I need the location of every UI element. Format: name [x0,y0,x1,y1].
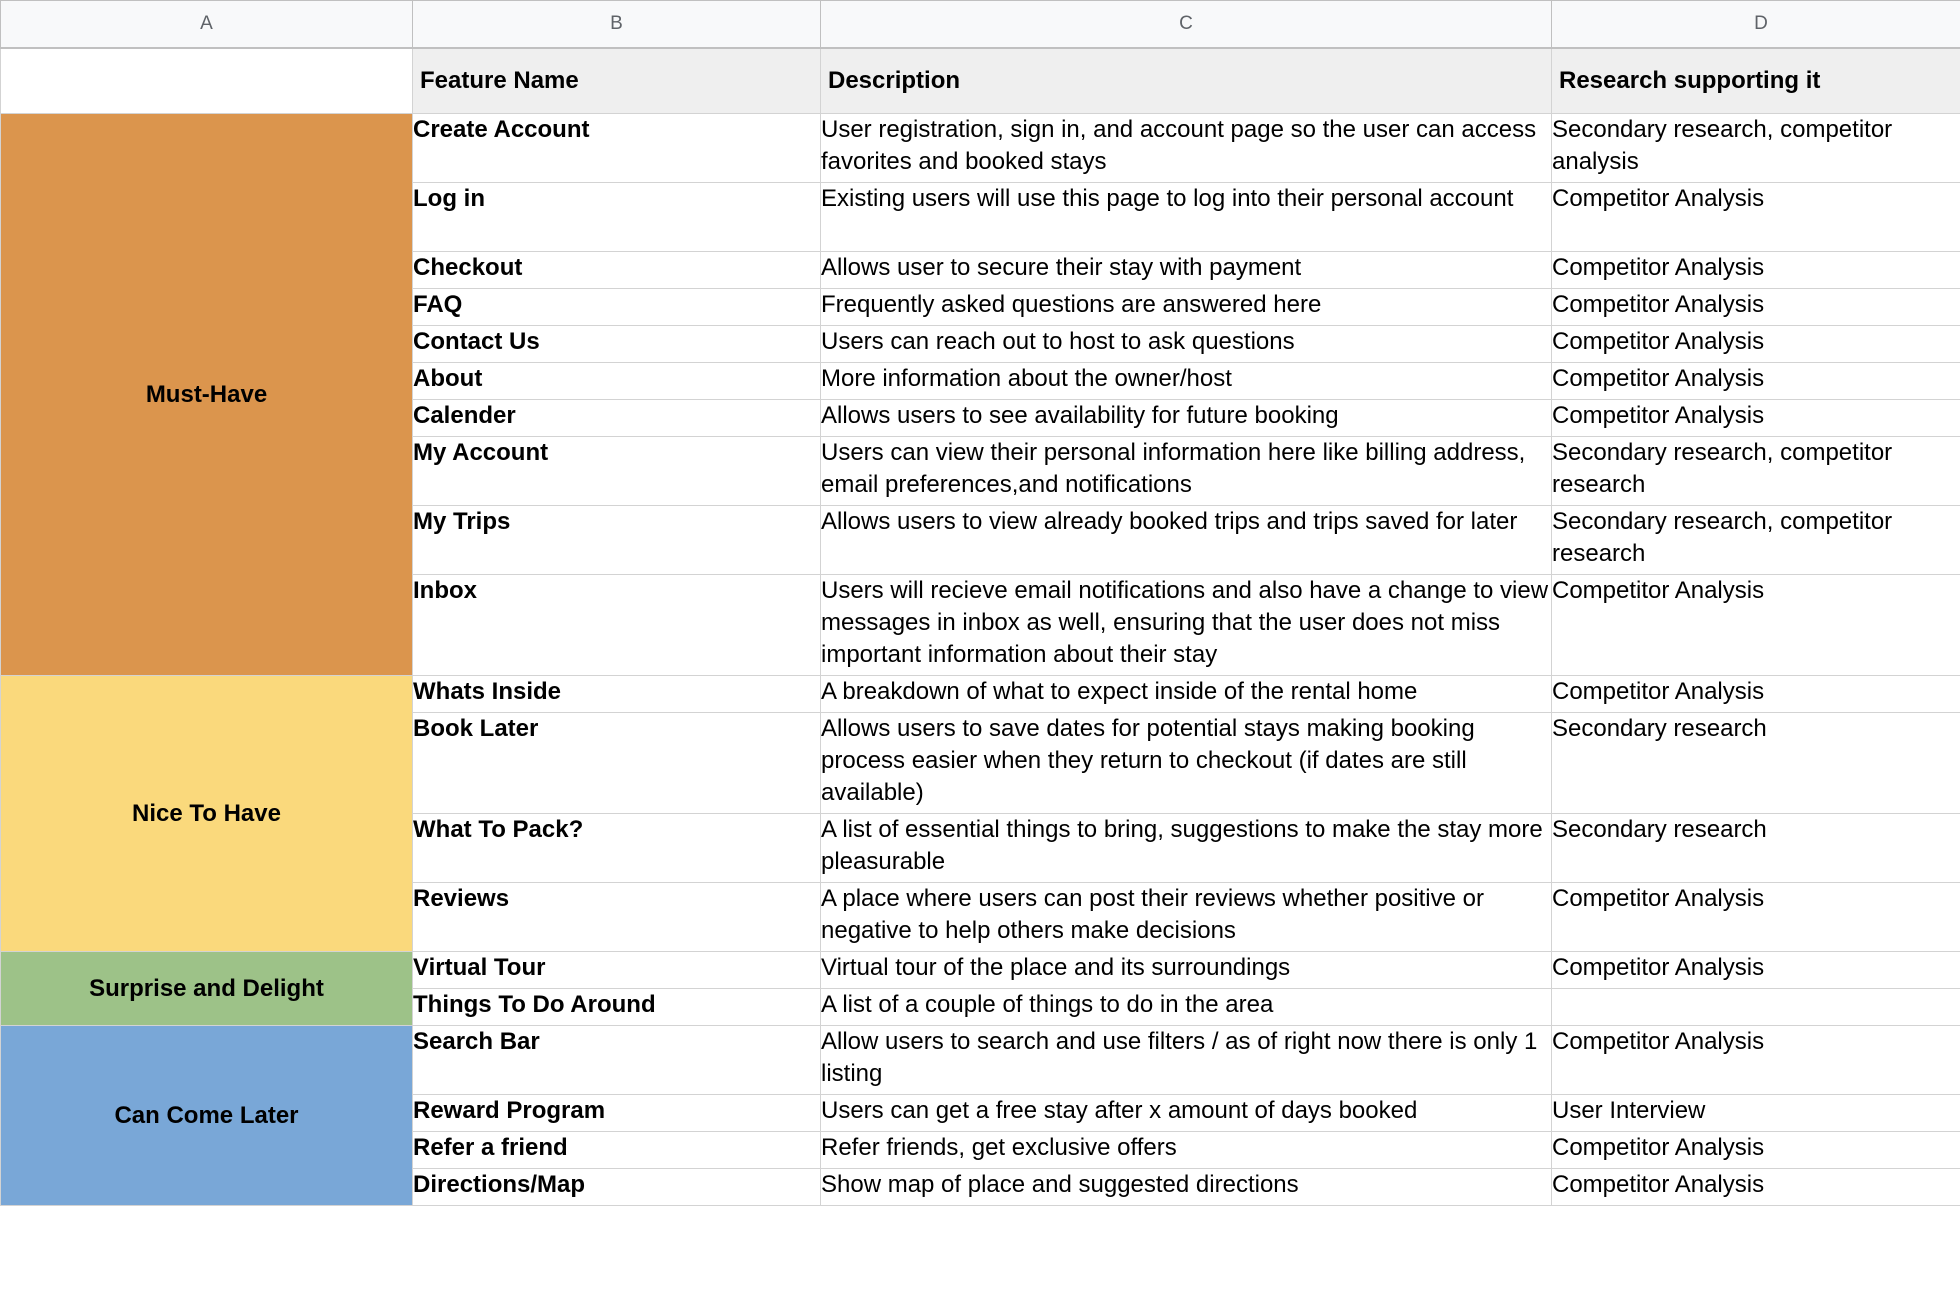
description-cell[interactable]: Allows user to secure their stay with payment [821,252,1552,289]
feature-name-cell[interactable]: Contact Us [413,326,821,363]
feature-name-cell[interactable]: Refer a friend [413,1132,821,1169]
description-cell[interactable]: Refer friends, get exclusive offers [821,1132,1552,1169]
feature-name-cell[interactable]: Checkout [413,252,821,289]
feature-name-cell[interactable]: What To Pack? [413,814,821,883]
description-cell[interactable]: More information about the owner/host [821,363,1552,400]
research-cell[interactable]: Competitor Analysis [1552,400,1960,437]
description-cell[interactable]: A list of a couple of things to do in the area [821,989,1552,1026]
description-cell[interactable]: Allows users to save dates for potential stays making booking process easier when they return to checkout (if dates are still available) [821,713,1552,814]
description-cell[interactable]: Users can get a free stay after x amount of days booked [821,1095,1552,1132]
research-cell[interactable]: Secondary research, competitor analysis [1552,114,1960,183]
table-row [1,952,1960,989]
description-cell[interactable]: Existing users will use this page to log into their personal account [821,183,1552,252]
feature-name-cell[interactable]: About [413,363,821,400]
column-header-c[interactable]: C [821,1,1552,49]
description-cell[interactable]: A place where users can post their reviews whether positive or negative to help others make decisions [821,883,1552,952]
research-cell[interactable]: Secondary research, competitor research [1552,506,1960,575]
research-cell[interactable]: Competitor Analysis [1552,952,1960,989]
research-cell[interactable]: Competitor Analysis [1552,326,1960,363]
column-header-b[interactable]: B [413,1,821,49]
feature-name-cell[interactable]: Reward Program [413,1095,821,1132]
description-cell[interactable]: Allows users to view already booked trips and trips saved for later [821,506,1552,575]
description-cell[interactable]: User registration, sign in, and account page so the user can access favorites and booked stays [821,114,1552,183]
research-cell[interactable]: Secondary research, competitor research [1552,437,1960,506]
research-cell[interactable]: Competitor Analysis [1552,883,1960,952]
description-cell[interactable]: Users can reach out to host to ask questions [821,326,1552,363]
feature-name-cell[interactable]: Search Bar [413,1026,821,1095]
description-cell[interactable]: Allow users to search and use filters / as of right now there is only 1 listing [821,1026,1552,1095]
header-feature-name[interactable]: Feature Name [413,48,821,114]
research-cell[interactable]: Competitor Analysis [1552,363,1960,400]
header-description[interactable]: Description [821,48,1552,114]
category-nice-to-have[interactable]: Nice To Have [1,676,413,952]
table-row [1,114,1960,183]
description-cell[interactable]: Allows users to see availability for future booking [821,400,1552,437]
research-cell[interactable]: Competitor Analysis [1552,183,1960,252]
description-cell[interactable]: Users will recieve email notifications and also have a change to view messages in inbox as well, ensuring that the user does not miss important information about their stay [821,575,1552,676]
description-cell[interactable]: A breakdown of what to expect inside of the rental home [821,676,1552,713]
feature-name-cell[interactable]: Book Later [413,713,821,814]
description-cell[interactable]: Virtual tour of the place and its surroundings [821,952,1552,989]
feature-name-cell[interactable]: Inbox [413,575,821,676]
research-cell[interactable]: Secondary research [1552,713,1960,814]
feature-name-cell[interactable]: My Trips [413,506,821,575]
research-cell[interactable]: Competitor Analysis [1552,575,1960,676]
research-cell[interactable]: Competitor Analysis [1552,289,1960,326]
category-can-come-later[interactable]: Can Come Later [1,1026,413,1206]
research-cell[interactable]: Competitor Analysis [1552,1026,1960,1095]
column-header-row [1,1,1960,49]
column-header-d[interactable]: D [1552,1,1960,49]
header-cell-empty[interactable] [1,48,413,114]
feature-name-cell[interactable]: Calender [413,400,821,437]
table-row [1,676,1960,713]
research-cell[interactable]: Secondary research [1552,814,1960,883]
feature-name-cell[interactable]: Create Account [413,114,821,183]
feature-name-cell[interactable]: Things To Do Around [413,989,821,1026]
research-cell[interactable] [1552,989,1960,1026]
feature-name-cell[interactable]: Virtual Tour [413,952,821,989]
table-row [1,1026,1960,1095]
category-surprise-and-delight[interactable]: Surprise and Delight [1,952,413,1026]
description-cell[interactable]: A list of essential things to bring, suggestions to make the stay more pleasurable [821,814,1552,883]
column-header-a[interactable]: A [1,1,413,49]
header-research[interactable]: Research supporting it [1552,48,1960,114]
feature-name-cell[interactable]: Whats Inside [413,676,821,713]
description-cell[interactable]: Show map of place and suggested directions [821,1169,1552,1206]
feature-name-cell[interactable]: Log in [413,183,821,252]
feature-name-cell[interactable]: Reviews [413,883,821,952]
research-cell[interactable]: Competitor Analysis [1552,1132,1960,1169]
research-cell[interactable]: User Interview [1552,1095,1960,1132]
category-must-have[interactable]: Must-Have [1,114,413,676]
description-cell[interactable]: Frequently asked questions are answered here [821,289,1552,326]
research-cell[interactable]: Competitor Analysis [1552,1169,1960,1206]
table-header-row [1,48,1960,114]
feature-name-cell[interactable]: FAQ [413,289,821,326]
feature-name-cell[interactable]: Directions/Map [413,1169,821,1206]
description-cell[interactable]: Users can view their personal information here like billing address, email preferences,and notifications [821,437,1552,506]
feature-name-cell[interactable]: My Account [413,437,821,506]
research-cell[interactable]: Competitor Analysis [1552,676,1960,713]
research-cell[interactable]: Competitor Analysis [1552,252,1960,289]
